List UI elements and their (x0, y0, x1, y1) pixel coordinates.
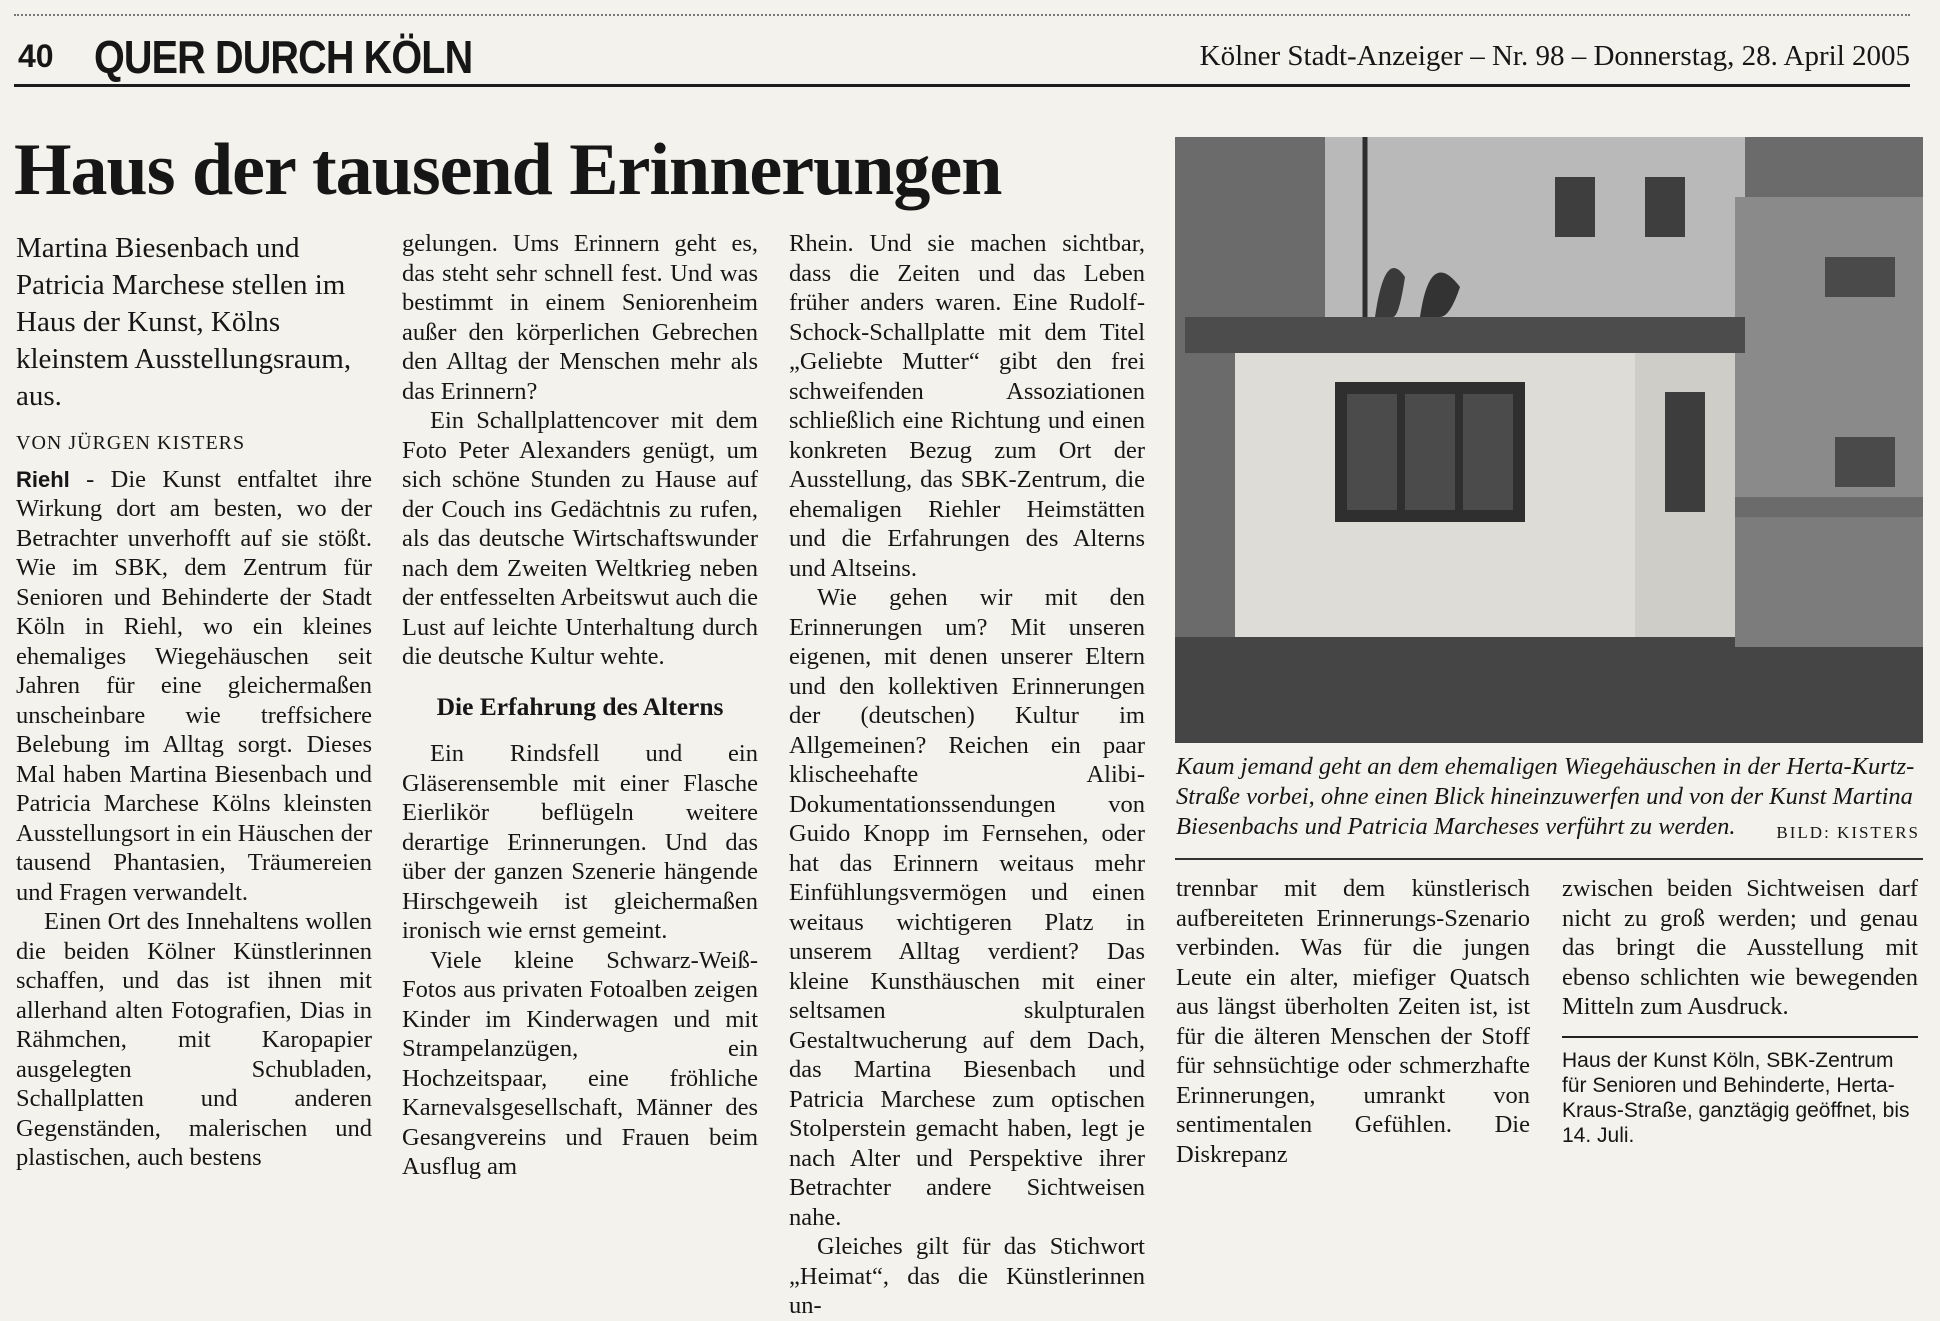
article-subtitle: Martina Biesenbach und Patricia Marchese stellen im Haus der Kunst, Kölns kleinstem Ausstellungsraum, aus. (16, 232, 352, 412)
photo-credit: BILD: KISTERS (1776, 823, 1920, 842)
paper-issue-info: Kölner Stadt-Anzeiger – Nr. 98 – Donnerstag, 28. April 2005 (1199, 40, 1910, 72)
article-subhead: Die Erfahrung des Alterns (436, 691, 724, 721)
author-byline: VON JÜRGEN KISTERS (16, 432, 246, 454)
paragraph: Ein Schallplattencover mit dem Foto Peter Alexanders genügt, um sich schöne Stunden zu Hause auf der Couch ins Gedächtnis zu rufen, als das deutsche Wirtschaftswunder nach dem Zweiten Weltkrieg neben der entfesselten Arbeitswut auch die Lust auf leichte Unterhaltung durch die deutsche Kultur wehte. (402, 407, 758, 670)
paragraph: Gleiches gilt für das Stichwort „Heimat“, das die Künstlerinnen un- (789, 1233, 1145, 1319)
paragraph: Viele kleine Schwarz-Weiß-Fotos aus privaten Fotoalben zeigen Kinder im Kinderwagen und mit Strampelanzügen, ein Hochzeitspaar, eine fröhliche Karnevalsgesellschaft, Männer des Gesangvereins und Frauen beim Ausflug am (402, 946, 758, 1180)
kiosk-photo-image (1175, 137, 1923, 743)
exhibition-info-box: Haus der Kunst Köln, SBK-Zentrum für Senioren und Behinderte, Herta-Kraus-Straße, ganztägig geöffnet, bis 14. Juli. (1562, 1036, 1918, 1148)
page-number: 40 (18, 38, 54, 74)
section-title: QUER DURCH KÖLN (94, 31, 473, 83)
paragraph: Ein Rindsfell und ein Gläserensemble mit einer Flasche Eierlikör beflügeln weitere derartige Erinnerungen. Und das über der ganzen Szenerie hängende Hirschgeweih ist gleichermaßen ironisch wie ernst gemeint. (402, 740, 758, 944)
paragraph: Wie gehen wir mit den Erinnerungen um? Mit unseren eigenen, mit denen unserer Eltern und den kollektiven Erinnerungen der (deutschen) Kultur im Allgemeinen? Reichen ein paar klischeehafte Alibi-Dokumentationssendungen von Guido Knopp im Fernsehen, oder hat das Erinnern weitaus mehr Einfühlungsvermögen und einen weitaus wichtigeren Platz in unserem Alltag verdient? Das kleine Kunsthäuschen mit einer seltsamen skulpturalen Gestaltwucherung auf dem Dach, das Martina Biesenbach und Patricia Marchese zum optischen Stolperstein gemacht haben, legt je nach Alter und Perspektive ihrer Betrachter andere Sichtweisen nahe. (789, 584, 1145, 1231)
photo-caption (1176, 752, 1920, 848)
masthead (14, 28, 1910, 83)
masthead-rule (14, 84, 1910, 87)
article-column-4 (1176, 874, 1530, 1169)
paragraph (16, 465, 372, 908)
photo-bottom-rule (1175, 858, 1923, 860)
article-column-5 (1562, 874, 1918, 1148)
article-column-1 (16, 230, 372, 1173)
paragraph: Einen Ort des Innehaltens wollen die beiden Kölner Künstlerinnen schaffen, und das ist ihnen mit allerhand alten Fotografien, Dias in Rähmchen, mit Karopapier ausgelegten Schubladen, Schallplatten und anderen Gegenständen, malerischen und plastischen, auch bestens (16, 908, 372, 1171)
article-column-3 (789, 229, 1145, 1321)
paragraph: Rhein. Und sie machen sichtbar, dass die Zeiten und das Leben früher anders waren. Eine Rudolf-Schock-Schallplatte mit dem Titel „Geliebte Mutter“ gibt den frei schweifenden Assoziationen schließlich eine Richtung und einen konkreten Bezug zum Ort der Ausstellung, das SBK-Zentrum, die ehemaligen Riehler Heimstätten und die Erfahrungen des Alterns und Altseins. (789, 230, 1145, 582)
article-column-2 (402, 229, 758, 1182)
paragraph: trennbar mit dem künstlerisch aufbereiteten Erinnerungs-Szenario verbinden. Was für die jungen Leute ein alter, miefiger Quatsch aus längst überholten Zeiten ist, ist für die älteren Menschen der Stoff für sehnsüchtige oder schmerzhafte Erinnerungen, umrankt von sentimentalen Gefühlen. Die Diskrepanz (1176, 875, 1530, 1168)
top-dotted-border (14, 14, 1910, 16)
dateline: Riehl (16, 466, 70, 492)
paragraph: zwischen beiden Sichtweisen darf nicht zu groß werden; und genau das bringt die Ausstellung mit ebenso schlichten wie bewegenden Mitteln zum Ausdruck. (1562, 875, 1918, 1020)
article-headline: Haus der tausend Erinnerungen (14, 129, 1002, 211)
kiosk-photo (1175, 137, 1923, 743)
paragraph-text: - Die Kunst entfaltet ihre Wirkung dort am besten, wo der Betrachter unverhofft auf sie stößt. Wie im SBK, dem Zentrum für Senioren und Behinderte der Stadt Köln in Riehl, wo ein kleines ehemaliges Wiegehäuschen seit Jahren für eine gleichermaßen unscheinbare wie treffsichere Belebung im Alltag sorgt. Dieses Mal haben Martina Biesenbach und Patricia Marchese Kölns kleinsten Ausstellungsort in ein Häuschen der tausend Phantasien, Träumereien und Fragen verwandelt. (16, 465, 372, 906)
photo-caption-text: Kaum jemand geht an dem ehemaligen Wiegehäuschen in der Herta-Kurtz-Straße vorbei, ohne einen Blick hineinzuwerfen und von der Kunst Martina Biesenbachs und Patricia Marcheses verführt zu werden. (1176, 753, 1915, 840)
paragraph: gelungen. Ums Erinnern geht es, das steht sehr schnell fest. Und was bestimmt in einem Seniorenheim außer den körperlichen Gebrechen den Alltag der Menschen mehr als das Erinnern? (402, 230, 758, 405)
